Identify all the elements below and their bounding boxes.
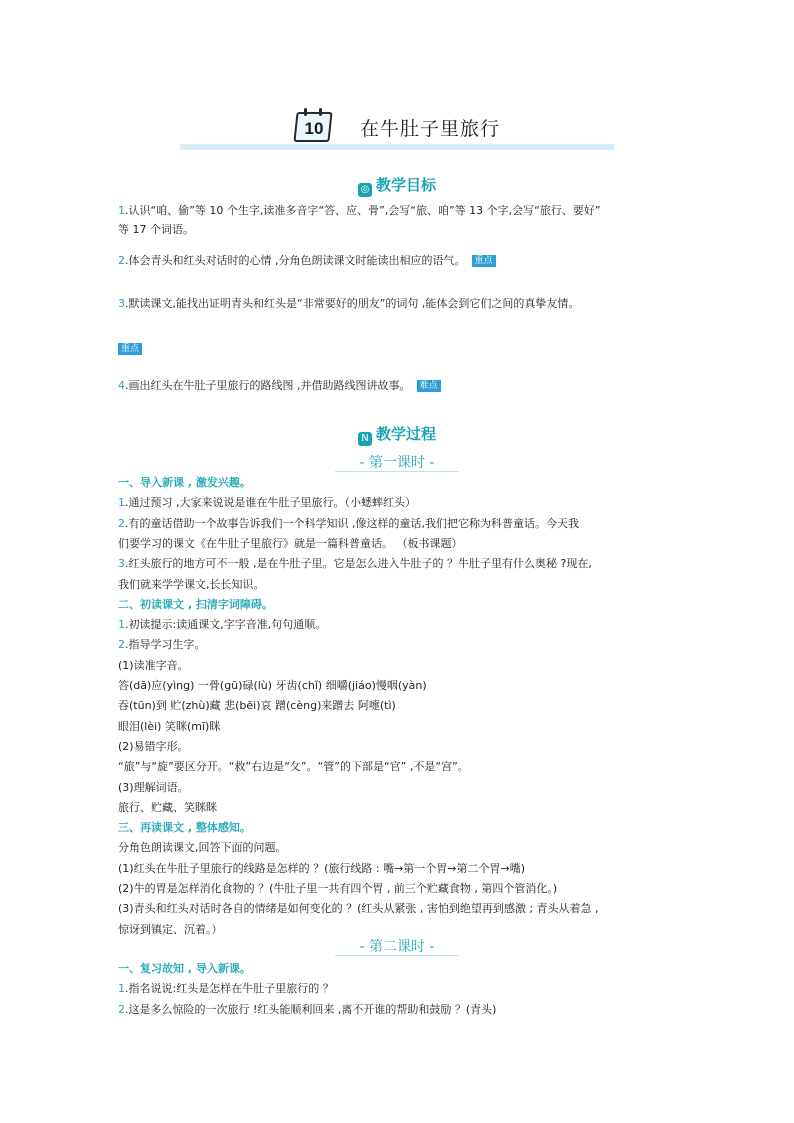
lesson2-underline [335,955,459,956]
text-line: (1)红头在牛肚子里旅行的线路是怎样的 ？(旅行线路 : 嘴→第一个胃→第二个胃→嘴) [118,861,526,875]
goals-heading: ◎ 教学目标 [0,174,794,197]
key-point-badge: 重点 [118,343,142,355]
lesson2-heading: - 第二课时 - [359,939,435,955]
lesson-header [180,102,614,152]
text-line: 1.初读提示:读通课文,字字音准,句句通顺。 [118,618,327,632]
process-heading: N 教学过程 [0,423,794,446]
text-line: (2)易错字形。 [118,739,189,753]
text-line: 旅行、贮藏、笑眯眯 [118,800,217,814]
goal-item-1: 1.认识“咱、偷”等 10 个生字,读准多音字“答、应、骨”,会写“旅、咱”等 13 个字,会写“旅行、要好” [118,204,601,217]
goal-item-3: 3.默读课文,能找出证明青头和红头是“非常要好的朋友”的词句 ,能体会到它们之间的真挚友情。 [118,297,580,310]
text-line: 2.有的童话借助一个故事告诉我们一个科学知识 ,像这样的童话,我们把它称为科普童话。今天我 [118,516,579,530]
subsection-heading: 一、导入新课 , 激发兴趣。 [118,476,251,489]
lesson-number: 10 [304,119,324,138]
subsection-heading: 三、再读课文 , 整体感知。 [118,821,251,835]
text-line: 们要学习的课文《在牛肚子里旅行》就是一篇科普童话。 （板书课题） [118,536,463,550]
text-line: (2)牛的胃是怎样消化食物的 ？(牛肚子里一共有四个胃 , 前三个贮藏食物 , 第四个管消化。) [118,882,558,895]
lesson1-heading: - 第一课时 - [359,455,435,471]
key-point-badge: 重点 [472,255,496,267]
text-line: (3)青头和红头对话时各自的情绪是如何变化的 ？(红头从紧张 , 害怕到绝望再到感激 ; 青头从着急 , [118,902,599,916]
text-line: 1.指名说说:红头是怎样在牛肚子里旅行的 ？ [118,982,334,996]
text-line: 1.通过预习 ,大家来说说是谁在牛肚子里旅行。（小蟋蟀红头） [118,496,416,510]
target-icon: ◎ [358,183,372,197]
text-line: (1)读准字音。 [118,658,189,672]
text-line: 分角色朗读课文,回答下面的问题。 [118,841,287,855]
goal-item-2: 2.体会青头和红头对话时的心情 ,分角色朗读课文时能读出相应的语气。 重点 [118,253,496,268]
text-line: 3.红头旅行的地方可不一般 ,是在牛肚子里。它是怎么进入牛肚子的 ？牛肚子里有什么奥秘 ?现在, [118,557,592,571]
text-line: 2.指导学习生字。 [118,638,206,652]
text-line: (3)理解词语。 [118,780,189,794]
text-line: 2.这是多么惊险的一次旅行 !红头能顺利回来 ,离不开谁的帮助和鼓励 ？(青头) [118,1002,497,1016]
text-line: 答(dā)应(yìng) 一骨(gū)碌(lù) 牙齿(chǐ) 细嚼(jiáo)慢咽(yàn) [118,679,427,692]
text-line: 我们就来学学课文,长长知识。 [118,577,265,591]
text-line: 吞(tūn)到 贮(zhù)藏 悲(bēi)哀 蹭(cèng)来蹭去 阿嚏(tì) [118,699,396,713]
text-line: 惊讶到镇定、沉着。） [118,922,223,936]
difficulty-badge: 难点 [417,380,441,392]
goal-item-1-cont: 等 17 个词语。 [118,223,194,236]
goal-item-4: 4.画出红头在牛肚子里旅行的路线图 ,并借助路线图讲故事。 难点 [118,378,441,393]
lesson1-underline [335,471,459,472]
subsection-heading: 一、复习故知 , 导入新课。 [118,962,251,975]
subsection-heading: 二、初读课文 , 扫清字词障碍。 [118,597,273,611]
page-title: 在牛肚子里旅行 [360,118,501,140]
calendar-icon [295,108,335,144]
title-underline [180,144,614,150]
text-line: 眼泪(lèi) 笑眯(mī)眯 [118,719,221,733]
process-icon: N [358,432,372,446]
text-line: “旅”与“旋”要区分开。“救”右边是“攵”。“管”的下部是“官” ,不是“宫”。 [118,760,469,774]
